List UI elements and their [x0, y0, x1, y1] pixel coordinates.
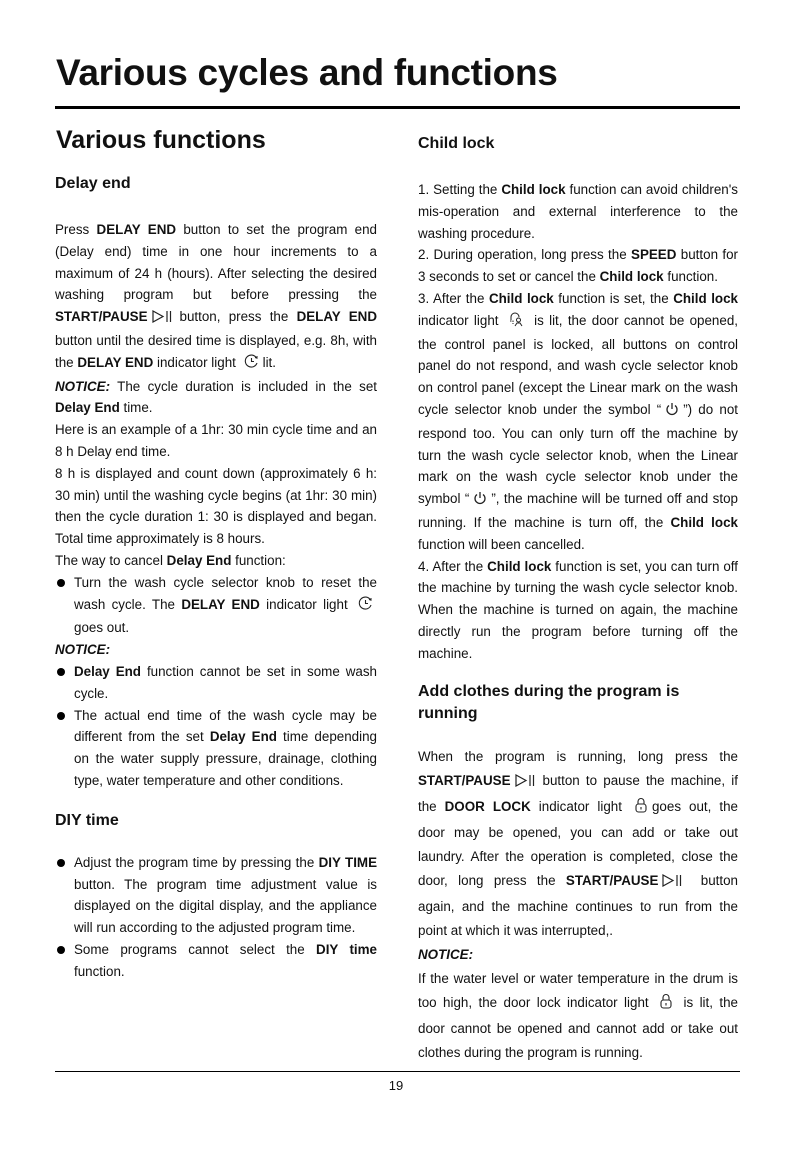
- text-run: indicator light: [259, 596, 354, 612]
- text-run: function cannot be set in some wash cycle.: [74, 663, 377, 701]
- text-run: function will been cancelled.: [418, 536, 585, 552]
- text-run: The way to cancel: [55, 552, 167, 568]
- text-run: button until the desired time is displayed, e.g. 8h, with the: [55, 332, 377, 370]
- paragraph: [418, 179, 738, 244]
- text-run: goes out, the door may be opened, you can add or take out laundry. After the operation is completed, close the door, long press the: [418, 798, 738, 888]
- paragraph: [418, 943, 738, 967]
- text-run: 8 h is displayed and count down (approximately 6 h: 30 min) until the washing cycle begins (at 1hr: 30 min) then the cycle duration 1: 30 is displayed and began. Total time approximately is 8 hours.: [55, 465, 377, 547]
- text-run: Some programs cannot select the: [74, 941, 317, 957]
- footer-rule: [55, 1071, 740, 1072]
- text-run: 1. Setting the: [418, 182, 502, 197]
- bullet-item: [55, 572, 377, 639]
- text-run: indicator light: [530, 798, 630, 814]
- diy-time-section: [55, 810, 377, 983]
- bullet-item: [55, 661, 377, 705]
- delay-end-notice-list: [55, 661, 377, 792]
- bold-term: Child lock: [487, 558, 552, 574]
- paragraph: [418, 967, 738, 1065]
- text-run: function.: [74, 963, 125, 979]
- paragraph: [418, 288, 738, 556]
- page-title: Various cycles and functions: [56, 52, 558, 93]
- text-run: button, press the: [179, 309, 297, 325]
- bullet-item: [55, 705, 377, 792]
- notice-label: NOTICE:: [55, 378, 111, 394]
- bold-term: START/PAUSE: [565, 872, 659, 888]
- add-clothes-paragraphs: [418, 745, 738, 1065]
- text-run: button. The program time adjustment value is displayed on the digital display, and the appliance will run according to the adjusted program time.: [74, 876, 377, 936]
- text-run: time depending on the water supply pressure, drainage, clothing type, water temperature and other conditions.: [74, 729, 377, 788]
- text-run: The cycle duration is included in the set: [110, 378, 377, 394]
- child-lock-icon: [508, 311, 525, 334]
- bold-term: Delay End: [166, 552, 232, 568]
- title-rule: [55, 106, 740, 109]
- play-pause-icon: [152, 308, 176, 330]
- text-run: time.: [119, 400, 153, 416]
- text-run: The actual end time of the wash cycle may be different from the set: [74, 707, 377, 745]
- notice-label: NOTICE:: [55, 642, 111, 658]
- lock-icon: [634, 797, 648, 821]
- bold-term: Delay End: [209, 729, 277, 745]
- power-icon: [665, 401, 679, 423]
- text-run: function is set, you can turn off the machine by turning the wash cycle selector knob. When the machine is turned on again, the machine directly run the program before turning off the machine.: [418, 558, 738, 661]
- bold-term: DIY time: [316, 941, 377, 957]
- bold-term: Child lock: [670, 514, 738, 530]
- text-run: 2. During operation, long press the: [418, 247, 632, 263]
- play-pause-icon: [515, 771, 539, 795]
- bold-term: Delay End: [55, 400, 120, 416]
- bold-term: Child lock: [488, 290, 554, 306]
- bold-term: DELAY END: [296, 309, 377, 325]
- notice-label: NOTICE:: [418, 946, 474, 962]
- bold-term: START/PAUSE: [55, 309, 148, 325]
- delay-end-cancel-list: [55, 572, 377, 639]
- right-column: [418, 133, 738, 1065]
- bold-term: DELAY END: [96, 222, 177, 237]
- delay-end-notice: [55, 639, 377, 661]
- text-run: indicator light: [153, 354, 240, 370]
- text-run: indicator light: [418, 312, 504, 328]
- paragraph: [55, 550, 377, 572]
- bold-term: Child lock: [673, 290, 739, 306]
- paragraph: [418, 745, 738, 943]
- lock-icon: [659, 993, 673, 1017]
- text-run: button to pause the machine, if the: [418, 772, 738, 814]
- text-run: function.: [663, 269, 718, 285]
- bold-term: SPEED: [631, 247, 677, 263]
- text-run: 3. After the: [418, 290, 489, 306]
- text-run: button to set the program end (Delay end) time in one hour increments to a maximum of 24 h (hours). After selecting the desired washing program but before pressing the: [55, 222, 377, 303]
- add-clothes-heading: Add clothes during the program is running: [418, 682, 680, 722]
- bold-term: Delay End: [74, 663, 141, 679]
- text-run: is lit, the door cannot be opened and cannot add or take out clothes during the program is running.: [418, 994, 738, 1060]
- paragraph: [55, 419, 377, 463]
- page-number: 19: [388, 1078, 404, 1093]
- text-run: ”) do not respond too. You can only turn off the machine by turn the wash cycle selector knob, when the Linear mark on the wash cycle selector knob under the symbol “: [418, 401, 738, 507]
- paragraph: [55, 376, 377, 420]
- text-run: button again, and the machine continues to run from the point at which it was interrupted,.: [418, 872, 738, 938]
- paragraph: [418, 556, 738, 665]
- bullet-item: [55, 852, 377, 939]
- paragraph: [55, 219, 377, 376]
- bold-term: DELAY END: [181, 596, 260, 612]
- child-lock-section: [418, 133, 738, 665]
- delay-end-paragraphs: [55, 219, 377, 572]
- clock-icon: [358, 596, 373, 618]
- bold-term: Child lock: [599, 269, 664, 285]
- bold-term: DELAY END: [77, 354, 154, 370]
- text-run: goes out.: [74, 620, 130, 636]
- text-run: Adjust the program time by pressing the: [74, 854, 319, 870]
- paragraph: [55, 463, 377, 550]
- delay-end-heading: Delay end: [55, 175, 131, 192]
- child-lock-paragraphs: [418, 179, 738, 665]
- bold-term: Child lock: [501, 182, 566, 197]
- clock-icon: [244, 354, 259, 376]
- text-run: If the water level or water temperature in the drum is too high, the door lock indicator light: [418, 970, 738, 1010]
- text-run: button for 3 seconds to set or cancel the: [418, 247, 738, 285]
- text-run: Here is an example of a 1hr: 30 min cycle time and an 8 h Delay end time.: [55, 422, 377, 459]
- play-pause-icon: [662, 871, 686, 895]
- text-run: ”, the machine will be turned off and stop running. If the machine is turn off, the: [418, 491, 738, 530]
- add-clothes-section: [418, 681, 738, 1065]
- left-column: [55, 173, 377, 983]
- text-run: Turn the wash cycle selector knob to reset the wash cycle. The: [74, 574, 377, 612]
- text-run: is lit, the door cannot be opened, the control panel is locked, all buttons on control panel do not respond, and wash cycle selector knob on control panel (except the Linear mark on the wash cycle selector knob under the symbol “: [418, 312, 738, 417]
- text-run: function:: [231, 552, 286, 568]
- section-title: Various functions: [56, 126, 266, 154]
- diy-time-list: [55, 852, 377, 983]
- text-run: function can avoid children's mis-operation and external interference to the washing procedure.: [418, 182, 738, 241]
- text-run: When the program is running, long press the: [418, 748, 738, 764]
- text-run: lit.: [262, 354, 276, 370]
- bold-term: DIY TIME: [318, 854, 377, 870]
- bullet-item: [55, 939, 377, 983]
- child-lock-heading: Child lock: [418, 135, 495, 152]
- paragraph: [418, 244, 738, 288]
- diy-time-heading: DIY time: [55, 811, 119, 829]
- bold-term: DOOR LOCK: [444, 798, 531, 814]
- bold-term: START/PAUSE: [418, 772, 511, 788]
- text-run: 4. After the: [418, 558, 488, 574]
- power-icon: [473, 490, 487, 512]
- text-run: function is set, the: [553, 290, 674, 306]
- text-run: Press: [55, 222, 97, 237]
- delay-end-section: [55, 173, 377, 792]
